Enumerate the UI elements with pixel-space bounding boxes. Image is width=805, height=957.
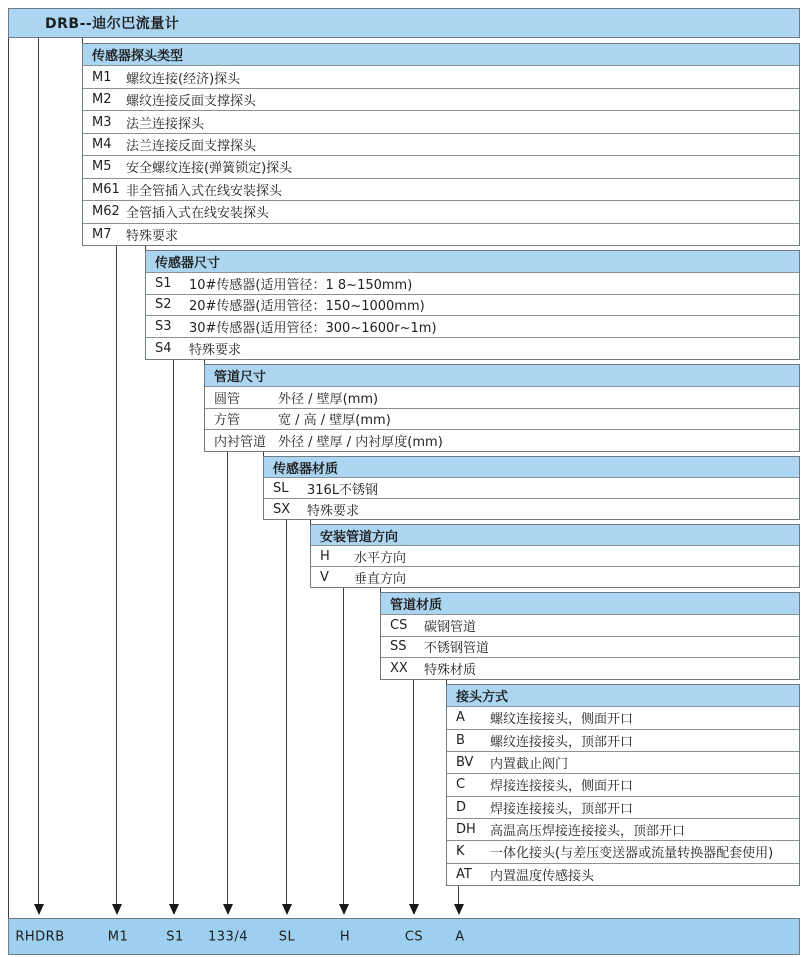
option-code: 圆管 [214,391,241,407]
option-row [447,707,799,729]
option-desc: 高温高压焊接连接接头，顶部开口 [490,824,686,840]
option-code: C [456,777,466,793]
section-header-label: 传感器尺寸 [155,255,221,271]
option-desc: 螺纹连接接头，侧面开口 [490,712,634,728]
option-code: S2 [155,297,172,313]
option-code: S3 [155,319,172,335]
option-row [447,819,799,841]
option-desc: 法兰连接反面支撑探头 [126,138,257,154]
down-arrow-icon [454,904,464,915]
model-title: DRB--迪尔巴流量计 [45,16,180,32]
option-desc: 非全管插入式在线安装探头 [126,183,283,199]
option-desc: 宽 / 高 / 壁厚(mm) [278,413,391,429]
option-code: M4 [92,136,112,152]
option-code: SS [390,639,407,655]
drop-line-pipe-size [227,452,228,904]
option-row [83,224,799,245]
model-title-box [8,8,800,38]
section-header-label: 管道尺寸 [214,369,267,385]
option-row [381,637,799,659]
option-code: XX [390,661,408,677]
option-desc: 安全螺纹连接(弹簧锁定)探头 [126,161,293,177]
option-code: SL [273,480,289,496]
drop-line-probe-type [116,246,117,904]
option-desc: 外径 / 壁厚 / 内衬厚度(mm) [278,435,443,451]
option-code: S1 [155,275,172,291]
option-desc: 特殊要求 [307,503,360,519]
option-desc: 内置温度传感接头 [490,868,595,884]
section-header [264,457,799,478]
option-code: K [456,844,465,860]
section-header-label: 安装管道方向 [320,529,399,545]
option-code: M61 [92,181,120,197]
section-sensor-probe-type [82,43,800,246]
drop-line-sensor-material [286,520,287,904]
option-desc: 螺纹连接反面支撑探头 [126,94,257,110]
down-arrow-icon [34,904,44,915]
option-code: M1 [92,69,112,85]
option-code: 方管 [214,413,241,429]
option-row [264,478,799,499]
option-code: S4 [155,341,172,357]
down-arrow-icon [223,904,233,915]
option-desc: 焊接连接接头，顶部开口 [490,801,634,817]
drop-line-rhdrb [38,38,39,904]
option-code: M2 [92,92,112,108]
option-row [311,567,799,587]
section-sensor-size [145,250,800,360]
option-row [146,338,799,359]
option-desc: 法兰连接探头 [126,116,205,132]
drop-line-pipe-material [413,680,414,904]
option-row [205,387,799,409]
section-connector-type [446,684,800,886]
section-header [146,251,799,273]
section-header-label: 管道材质 [390,597,443,613]
left-frame-line [8,38,9,918]
option-code: A [456,710,465,726]
option-desc: 一体化接头(与差压变送器或流量转换器配套使用) [490,846,774,862]
option-desc: 螺纹连接(经济)探头 [126,71,241,87]
option-code: M3 [92,114,112,130]
drop-line-direction [343,588,344,904]
example-code-bar [8,918,800,955]
drop-line-connector-type [458,886,459,904]
option-row [447,864,799,885]
option-row [83,201,799,223]
option-row [447,730,799,752]
option-row [447,752,799,774]
option-desc: 螺纹连接接头，顶部开口 [490,734,634,750]
option-code: M7 [92,226,112,242]
option-row [205,430,799,451]
option-row [83,179,799,201]
option-row [264,499,799,519]
section-header [381,593,799,615]
option-row [381,658,799,679]
section-header [205,365,799,387]
section-header [447,685,799,707]
option-desc: 10#传感器(适用管径：1 8~150mm) [189,277,413,293]
option-desc: 内置截止阀门 [490,757,569,773]
code-value-probe-type: M1 [107,929,129,944]
option-desc: 碳钢管道 [424,619,477,635]
section-header [83,44,799,66]
option-desc: 不锈钢管道 [424,641,490,657]
down-arrow-icon [169,904,179,915]
option-desc: 30#传感器(适用管径：300~1600r~1m) [189,321,437,337]
option-code: B [456,732,465,748]
option-desc: 特殊要求 [189,343,242,359]
section-pipe-size [204,364,800,452]
option-desc: 外径 / 壁厚(mm) [278,391,379,407]
option-code: D [456,799,467,815]
down-arrow-icon [339,904,349,915]
down-arrow-icon [282,904,292,915]
code-value-direction: H [339,929,351,944]
option-row [146,273,799,295]
option-row [146,295,799,317]
option-row [83,66,799,88]
option-desc: 全管插入式在线安装探头 [126,206,270,222]
section-pipe-material [380,592,800,680]
section-install-direction [310,524,800,588]
option-desc: 垂直方向 [354,571,407,587]
section-header-label: 传感器探头类型 [92,49,184,65]
option-row [146,316,799,338]
option-desc: 20#传感器(适用管径：150~1000mm) [189,299,425,315]
code-value-sensor-size: S1 [166,929,184,944]
option-desc: 焊接连接接头，侧面开口 [490,779,634,795]
down-arrow-icon [409,904,419,915]
option-row [83,156,799,178]
option-row [381,615,799,637]
option-desc: 特殊要求 [126,228,179,244]
option-code: AT [456,866,472,882]
option-row [447,797,799,819]
code-value-connector-type: A [455,929,465,944]
option-code: BV [456,755,474,771]
option-code: V [320,569,329,585]
section-header [311,525,799,546]
section-sensor-material [263,456,800,520]
down-arrow-icon [112,904,122,915]
option-row [83,134,799,156]
section-header-label: 接头方式 [456,690,509,706]
option-row [83,111,799,133]
option-desc: 316L不锈钢 [307,482,379,498]
code-value-pipe-material: CS [404,929,424,944]
option-code: SX [273,501,291,517]
option-code: 内衬管道 [214,435,267,451]
code-value-sensor-material: SL [278,929,296,944]
option-row [447,774,799,796]
option-code: M62 [92,204,120,220]
option-code: M5 [92,159,112,175]
option-code: CS [390,617,408,633]
option-row [311,546,799,567]
option-code: H [320,548,330,564]
option-desc: 特殊材质 [424,663,477,679]
option-code: DH [456,822,476,838]
code-value-model: RHDRB [15,929,65,944]
option-row [447,841,799,863]
option-row [205,409,799,431]
section-header-label: 传感器材质 [273,461,339,477]
option-desc: 水平方向 [354,550,407,566]
code-value-pipe-size: 133/4 [208,929,248,944]
option-row [83,89,799,111]
drop-line-sensor-size [173,360,174,904]
